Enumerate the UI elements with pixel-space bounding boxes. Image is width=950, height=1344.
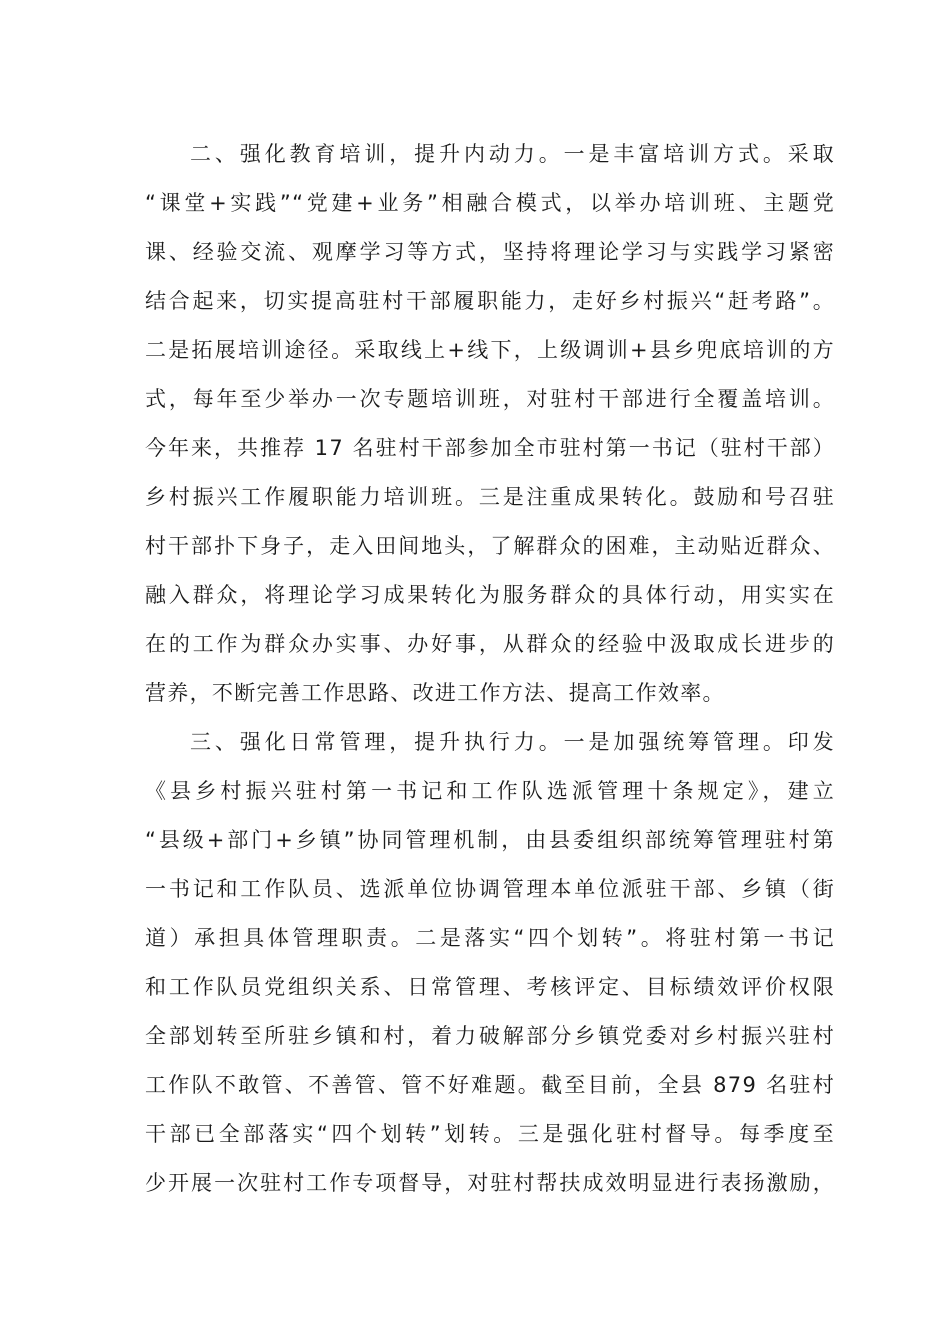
paragraph-2-line-12: 营养，不断完善工作思路、改进工作方法、提高工作效率。 [145,681,725,705]
paragraph-2-line-1: 二、强化教育培训，提升内动力。一是丰富培训方式。采取 [190,142,835,166]
paragraph-2-line-9: 村干部扑下身子，走入田间地头，了解群众的困难，主动贴近群众、 [145,534,835,558]
paragraph-3-line-9: 干部已全部落实“四个划转”划转。三是强化驻村督导。每季度至 [145,1122,835,1146]
paragraph-2-line-2: “课堂+实践”“党建+业务”相融合模式，以举办培训班、主题党 [145,191,835,215]
paragraph-2-line-11: 在的工作为群众办实事、办好事，从群众的经验中汲取成长进步的 [145,632,835,656]
paragraph-2-line-6: 式，每年至少举办一次专题培训班，对驻村干部进行全覆盖培训。 [145,387,835,411]
paragraph-2-line-5: 二是拓展培训途径。采取线上+线下，上级调训+县乡兜底培训的方 [145,338,835,362]
paragraph-3-line-4: 一书记和工作队员、选派单位协调管理本单位派驻干部、乡镇（街 [145,877,835,901]
paragraph-3-line-3: “县级+部门+乡镇”协同管理机制，由县委组织部统筹管理驻村第 [145,828,835,852]
paragraph-3-line-2: 《县乡村振兴驻村第一书记和工作队选派管理十条规定》，建立 [145,779,835,803]
paragraph-2-line-4: 结合起来，切实提高驻村干部履职能力，走好乡村振兴“赶考路”。 [145,289,835,313]
paragraph-2-line-7: 今年来，共推荐 17 名驻村干部参加全市驻村第一书记（驻村干部） [145,436,835,460]
paragraph-3-line-6: 和工作队员党组织关系、日常管理、考核评定、目标绩效评价权限 [145,975,835,999]
paragraph-3-line-10: 少开展一次驻村工作专项督导，对驻村帮扶成效明显进行表扬激励， [145,1171,835,1195]
paragraph-2-line-3: 课、经验交流、观摩学习等方式，坚持将理论学习与实践学习紧密 [145,240,835,264]
paragraph-2-line-10: 融入群众，将理论学习成果转化为服务群众的具体行动，用实实在 [145,583,835,607]
paragraph-3-line-1: 三、强化日常管理，提升执行力。一是加强统筹管理。印发 [190,730,835,754]
paragraph-2-line-8: 乡村振兴工作履职能力培训班。三是注重成果转化。鼓励和号召驻 [145,485,835,509]
paragraph-3-line-5: 道）承担具体管理职责。二是落实“四个划转”。将驻村第一书记 [145,926,835,950]
paragraph-3-line-7: 全部划转至所驻乡镇和村，着力破解部分乡镇党委对乡村振兴驻村 [145,1024,835,1048]
paragraph-3-line-8: 工作队不敢管、不善管、管不好难题。截至目前，全县 879 名驻村 [145,1073,835,1097]
